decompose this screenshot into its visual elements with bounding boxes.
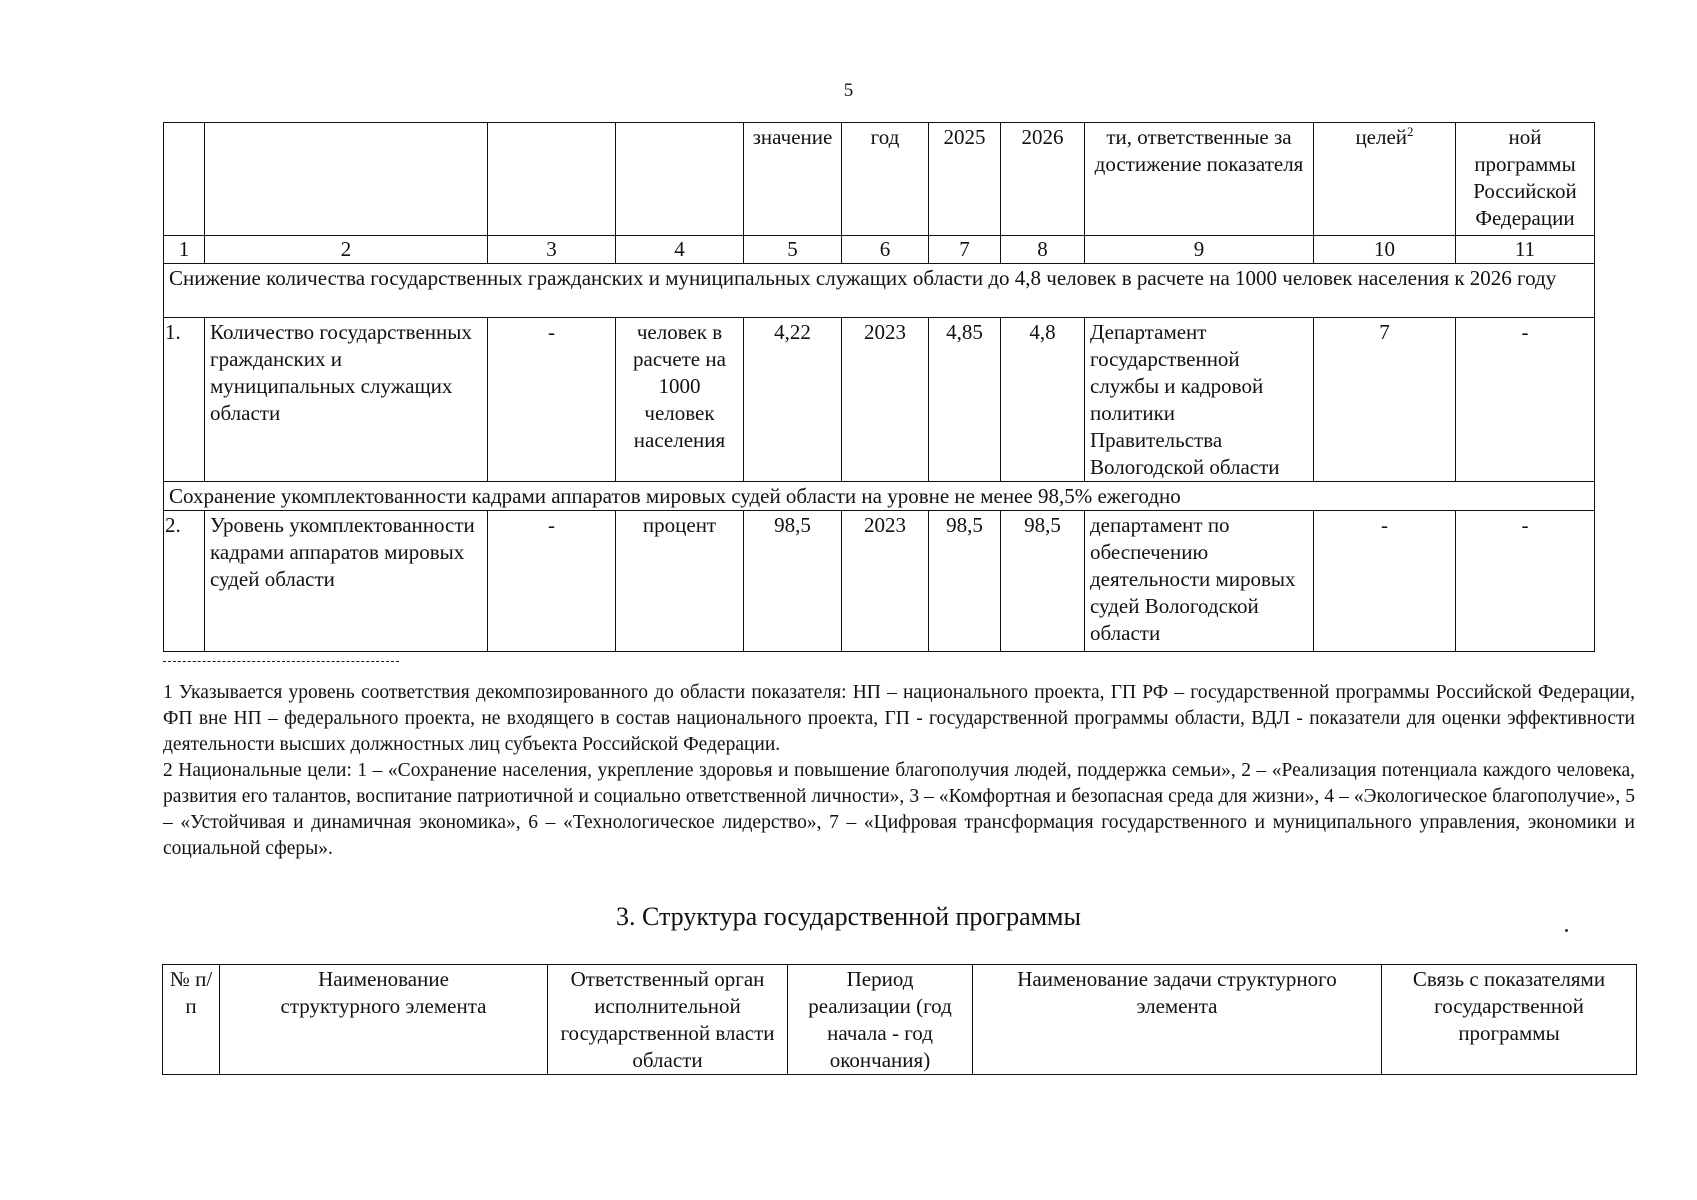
national-goals: 7: [1314, 318, 1456, 482]
footnote-ref-2: 2: [1407, 124, 1414, 139]
header-cell-goals: [1314, 123, 1456, 236]
base-value: 98,5: [744, 511, 842, 652]
national-goals: -: [1314, 511, 1456, 652]
section-title: 3. Структура государственной программы: [616, 902, 1081, 931]
row-number: 2.: [164, 511, 205, 652]
page-number: 5: [843, 80, 854, 101]
gp-rf-link: -: [1456, 318, 1595, 482]
col-number: 8: [1001, 236, 1085, 264]
col-number: 1: [164, 236, 205, 264]
value-2025: 98,5: [929, 511, 1001, 652]
responsible-body: Департамент государственной службы и кадровой политики Правительства Вологодской области: [1085, 318, 1314, 482]
goal-row-1: [164, 264, 1595, 318]
value-2025: 4,85: [929, 318, 1001, 482]
indicator-row-2: [164, 511, 1595, 652]
header-cell-3: [488, 123, 616, 236]
header-cell-2026: 2026: [1001, 123, 1085, 236]
col-number: 11: [1456, 236, 1595, 264]
structure-table: [162, 964, 1637, 1075]
col-number: 4: [616, 236, 744, 264]
value-2026: 98,5: [1001, 511, 1085, 652]
header-cell-2025: 2025: [929, 123, 1001, 236]
header-cell-responsible: ти, ответственные за достижение показателя: [1085, 123, 1314, 236]
header-period: Период реализации (год начала - год окончания): [788, 965, 973, 1075]
col-number: 2: [205, 236, 488, 264]
indicators-table: [163, 122, 1595, 652]
goal-text-1: Снижение количества государственных гражданских и муниципальных служащих области до 4,8 человек в расчете на 1000 человек населения к 2026 году: [164, 264, 1595, 318]
structure-header-row: [163, 965, 1637, 1075]
col-number: 3: [488, 236, 616, 264]
responsible-body: департамент по обеспечению деятельности мировых судей Вологодской области: [1085, 511, 1314, 652]
header-cell-2: [205, 123, 488, 236]
header-indicator-link: Связь с показателями государственной программы: [1382, 965, 1637, 1075]
footnote-2: 2 Национальные цели: 1 – «Сохранение населения, укрепление здоровья и повышение благополучия людей, поддержка семьи», 2 – «Реализация потенциала каждого человека, развития его талантов, воспитание патриотичной и социально ответственной личности», 3 – «Комфортная и безопасная среда для жизни», 4 – «Экологическое благополучие», 5 – «Устойчивая и динамичная экономика», 6 – «Технологическое лидерство», 7 – «Цифровая трансформация государственного и муниципального управления, экономики и социальной сферы».: [163, 760, 1635, 859]
value-2026: 4,8: [1001, 318, 1085, 482]
header-cell-value: значение: [744, 123, 842, 236]
scan-dot: [1565, 929, 1568, 932]
indicator-name: Уровень укомплектованности кадрами аппаратов мировых судей области: [205, 511, 488, 652]
header-cell-4: [616, 123, 744, 236]
header-cell-year: год: [842, 123, 929, 236]
header-goals-text: целей: [1355, 125, 1408, 149]
footnote-1: 1 Указывается уровень соответствия декомпозированного до области показателя: НП – национального проекта, ГП РФ – государственной программы Российской Федерации, ФП вне НП – федерального проекта, не входящего в состав национального проекта, ГП - государственной программы области, ВДЛ - показатели для оценки эффективности деятельности высших должностных лиц субъекта Российской Федерации.: [163, 682, 1635, 755]
header-responsible-body: Ответственный орган исполнительной государственной власти области: [548, 965, 788, 1075]
indicator-level: -: [488, 511, 616, 652]
header-cell-1: [164, 123, 205, 236]
col-number: 7: [929, 236, 1001, 264]
goal-text-2: Сохранение укомплектованности кадрами аппаратов мировых судей области на уровне не менее 98,5% ежегодно: [164, 482, 1595, 511]
header-number: № п/п: [163, 965, 220, 1075]
table1-header-row: [164, 123, 1595, 236]
goal-row-2: [164, 482, 1595, 511]
col-number: 5: [744, 236, 842, 264]
indicator-row-1: [164, 318, 1595, 482]
footnotes: [163, 680, 1635, 862]
col-number: 9: [1085, 236, 1314, 264]
col-number: 6: [842, 236, 929, 264]
base-year: 2023: [842, 318, 929, 482]
col-number: 10: [1314, 236, 1456, 264]
base-year: 2023: [842, 511, 929, 652]
gp-rf-link: -: [1456, 511, 1595, 652]
indicator-unit: процент: [616, 511, 744, 652]
row-number: 1.: [164, 318, 205, 482]
header-task-name: Наименование задачи структурного элемента: [973, 965, 1382, 1075]
footnote-separator: [163, 661, 399, 662]
header-element-name: Наименование структурного элемента: [220, 965, 548, 1075]
indicator-unit: человек в расчете на 1000 человек населения: [616, 318, 744, 482]
header-cell-gp-link: ной программы Российской Федерации: [1456, 123, 1595, 236]
indicator-level: -: [488, 318, 616, 482]
table1-column-numbers: [164, 236, 1595, 264]
base-value: 4,22: [744, 318, 842, 482]
indicator-name: Количество государственных гражданских и муниципальных служащих области: [205, 318, 488, 482]
